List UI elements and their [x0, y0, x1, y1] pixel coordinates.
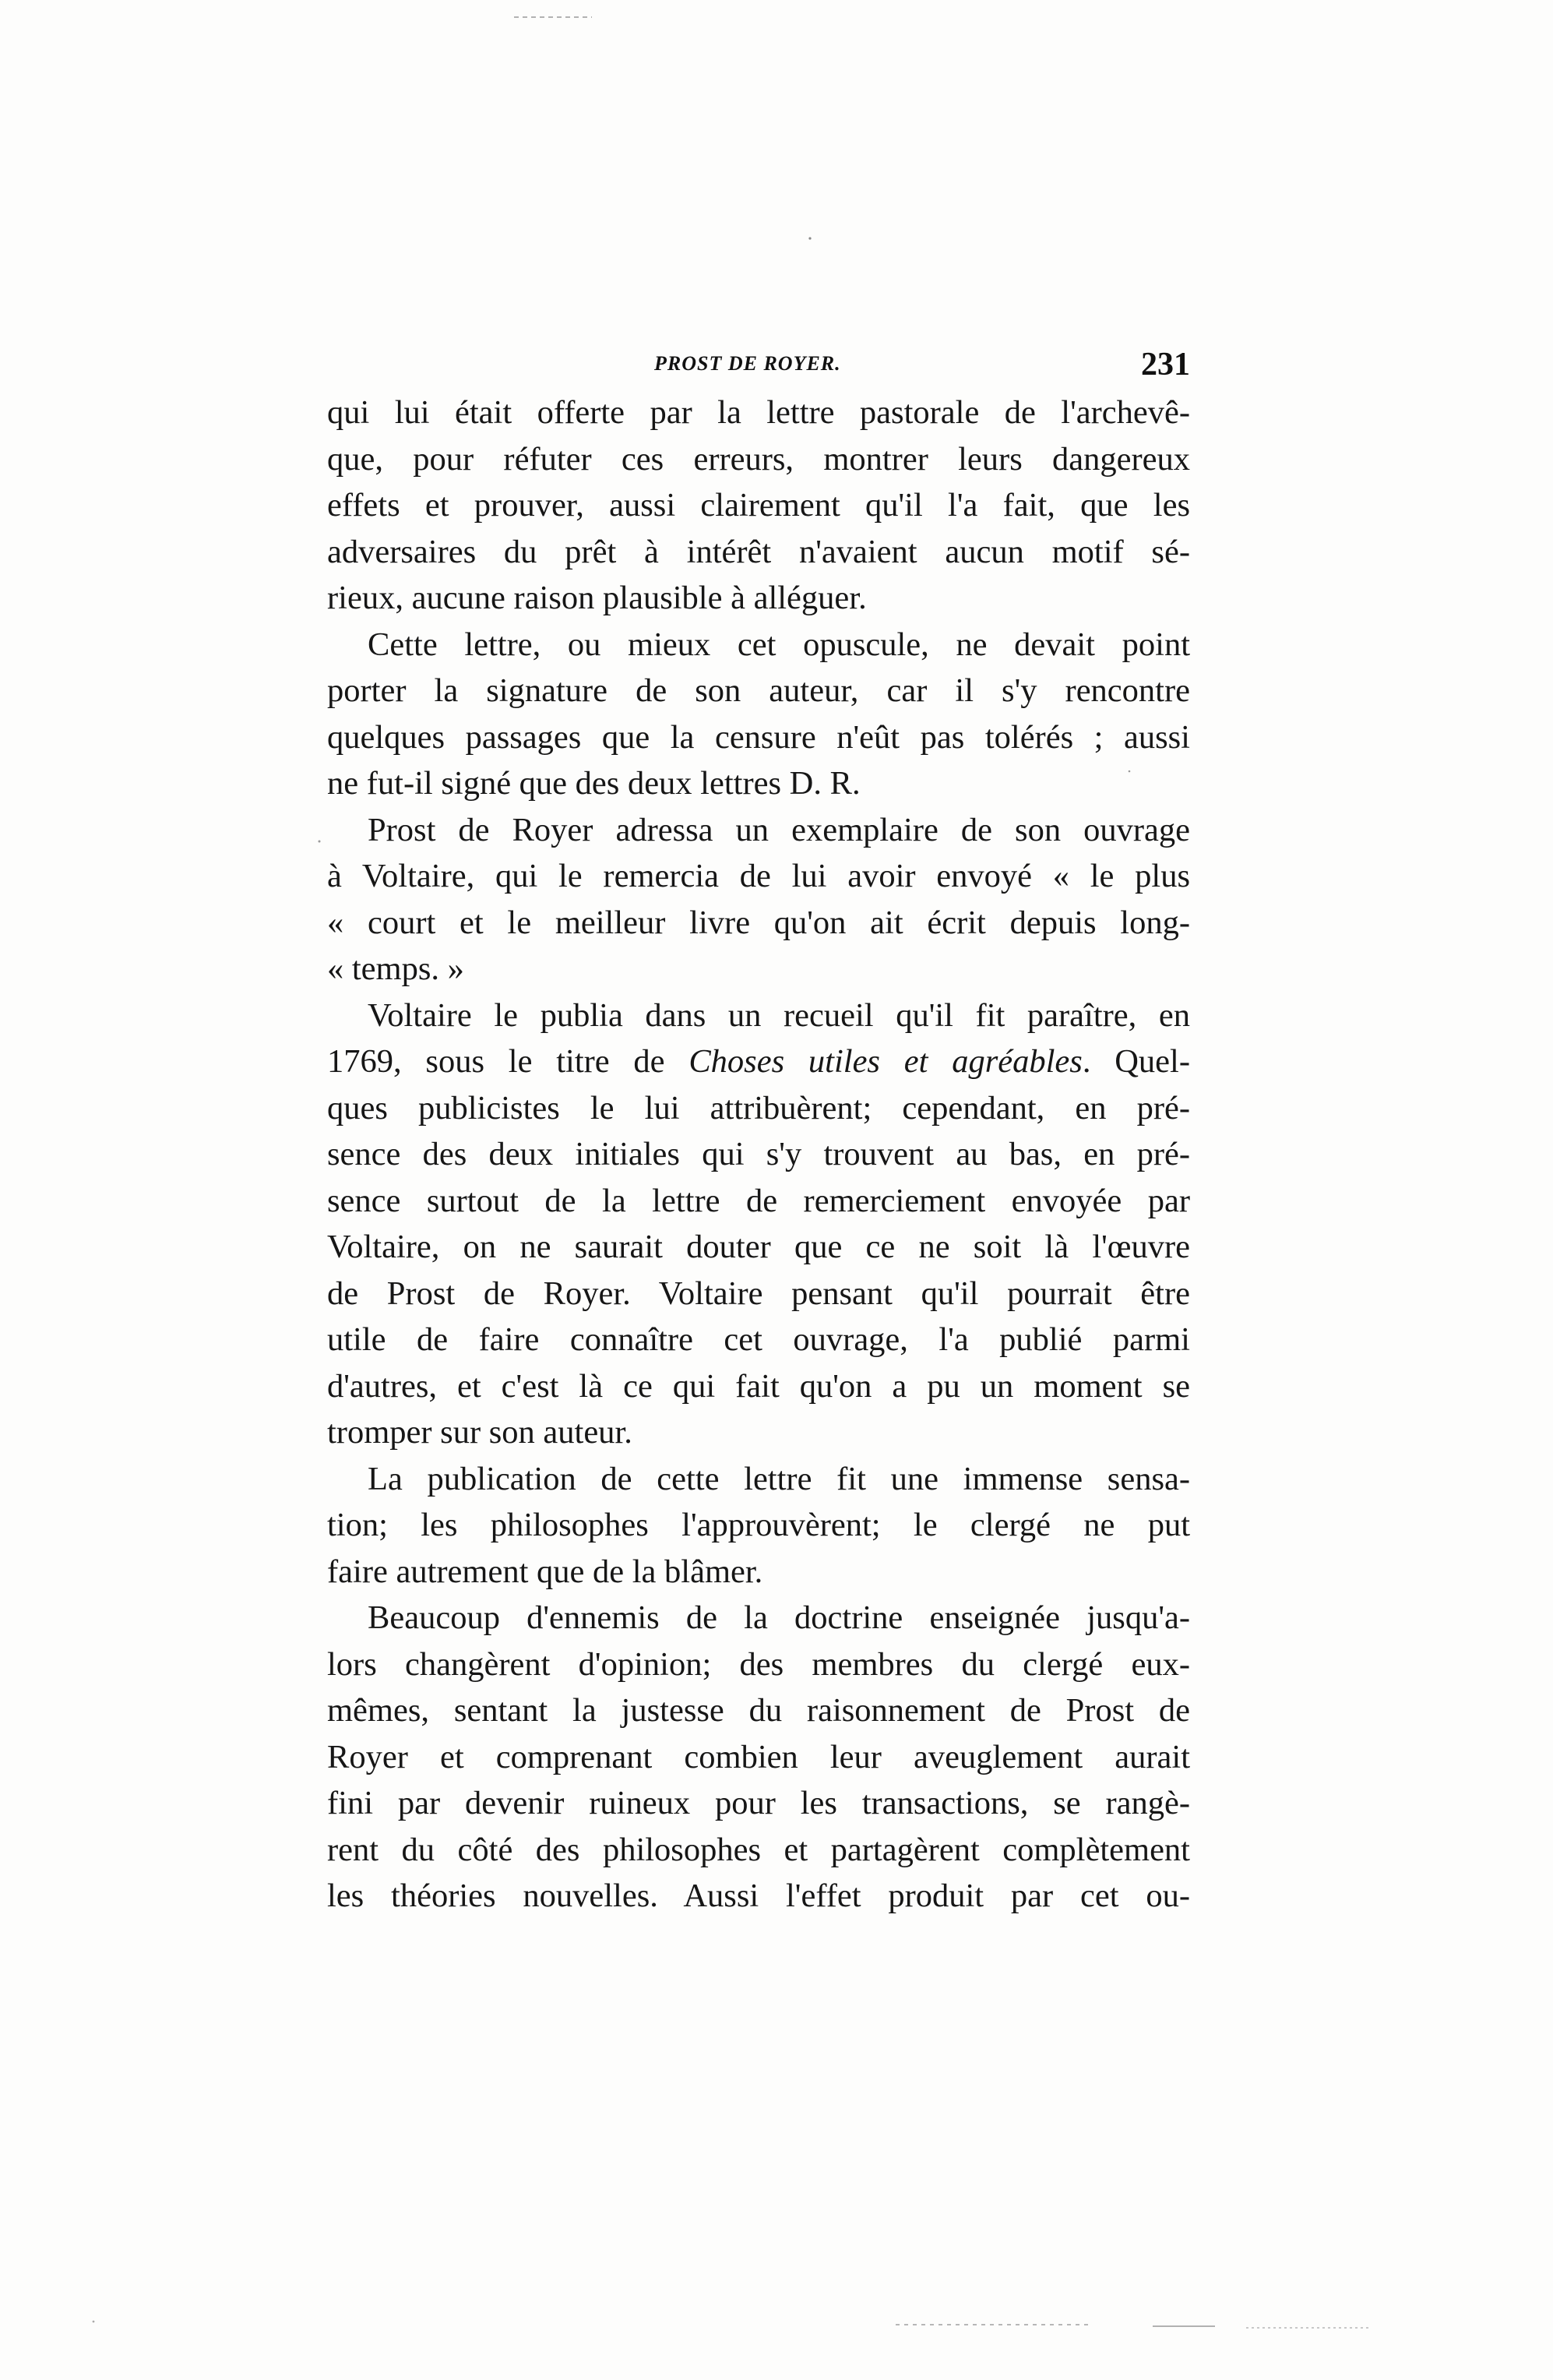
paragraph [327, 1595, 1190, 1920]
paragraph [327, 390, 1190, 622]
text-line: porter la signature de son auteur, car il s'y rencontre [327, 672, 1190, 709]
text-line: fini par devenir ruineux pour les transactions, se rangè- [327, 1785, 1190, 1821]
text-line: lors changèrent d'opinion; des membres du clergé eux- [327, 1645, 1190, 1683]
book-title-italic: Choses utiles et agréables [688, 1043, 1083, 1080]
text-line: effets et prouver, aussi clairement qu'il l'a fait, que les [327, 487, 1190, 524]
text-line: tion; les philosophes l'approuvèrent; le clergé ne put [327, 1507, 1190, 1543]
text-line: à Voltaire, qui le remercia de lui avoir envoyé « le plus [327, 858, 1190, 894]
text-line: « court et le meilleur livre qu'on ait écrit depuis long- [327, 904, 1190, 941]
text-line: utile de faire connaître cet ouvrage, l'a publié parmi [327, 1321, 1190, 1358]
text-line: « temps. » [327, 950, 464, 987]
text-line: ques publicistes le lui attribuèrent; cependant, en pré- [327, 1089, 1190, 1127]
text-line: Cette lettre, ou mieux cet opuscule, ne devait point [368, 626, 1190, 663]
text-line: que, pour réfuter ces erreurs, montrer leurs dangereux [327, 440, 1190, 478]
running-title: PROST DE ROYER. [654, 352, 841, 375]
page-number: 231 [1141, 347, 1190, 383]
text-line: adversaires du prêt à intérêt n'avaient aucun motif sé- [327, 533, 1190, 570]
paragraph [327, 1456, 1190, 1595]
text-line: Prost de Royer adressa un exemplaire de son ouvrage [368, 811, 1190, 848]
text-line: La publication de cette lettre fit une immense sensa- [368, 1460, 1190, 1497]
text-line: ne fut-il signé que des deux lettres D. R. [327, 765, 861, 802]
body-text [327, 390, 1190, 1920]
text-line: Voltaire, on ne saurait douter que ce ne soit là l'œuvre [327, 1229, 1190, 1265]
paragraph [327, 622, 1190, 807]
text-line: d'autres, et c'est là ce qui fait qu'on a pu un moment se [327, 1367, 1190, 1405]
text-line: tromper sur son auteur. [327, 1414, 632, 1451]
text-line: quelques passages que la censure n'eût pas tolérés ; aussi [327, 718, 1190, 756]
text-line: qui lui était offerte par la lettre pastorale de l'archevê- [327, 394, 1190, 431]
text-line: sence surtout de la lettre de remerciement envoyée par [327, 1182, 1190, 1219]
text-line: 1769, sous le titre de Choses utiles et agréables. Quel- [327, 1043, 1190, 1080]
text-line: rieux, aucune raison plausible à alléguer. [327, 580, 867, 616]
text-line: de Prost de Royer. Voltaire pensant qu'il pourrait être [327, 1275, 1190, 1312]
running-head [327, 349, 1190, 393]
paragraph [327, 993, 1190, 1456]
text-line: faire autrement que de la blâmer. [327, 1553, 763, 1590]
text-line: mêmes, sentant la justesse du raisonnement de Prost de [327, 1692, 1190, 1729]
text-line: Voltaire le publia dans un recueil qu'il fit paraître, en [368, 996, 1190, 1034]
text-line: rent du côté des philosophes et partagèrent complètement [327, 1831, 1190, 1868]
paragraph [327, 807, 1190, 993]
text-line: Beaucoup d'ennemis de la doctrine enseignée jusqu'a- [368, 1599, 1190, 1636]
text-line: les théories nouvelles. Aussi l'effet produit par cet ou- [327, 1878, 1190, 1914]
text-line: Royer et comprenant combien leur aveuglement aurait [327, 1738, 1190, 1775]
text-line: sence des deux initiales qui s'y trouvent au bas, en pré- [327, 1136, 1190, 1172]
